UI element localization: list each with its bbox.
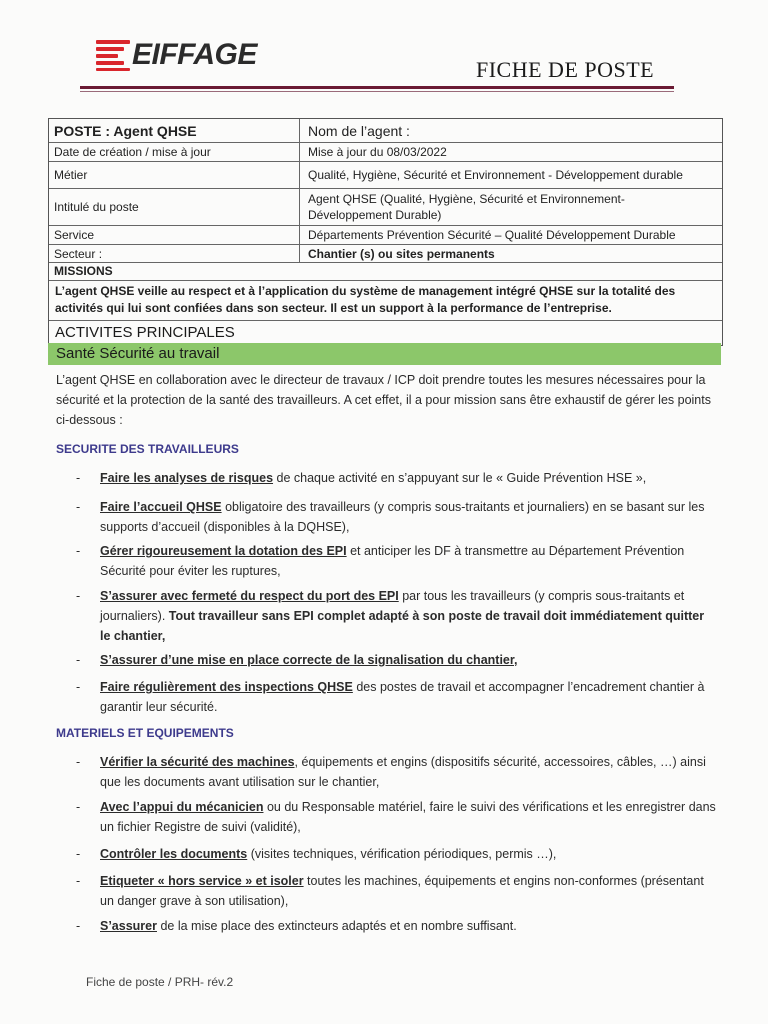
dash-bullet: -: [76, 653, 81, 667]
item-text: ou du Responsable matériel, faire le suivi des vérifications et les enregistrer dans un fichier Registre de suivi (validité),: [100, 800, 716, 834]
table-row: [49, 162, 722, 189]
row-label: Intitulé du poste: [49, 189, 300, 225]
dash-bullet: -: [76, 755, 81, 769]
poste-cell: POSTE : Agent QHSE: [49, 119, 300, 142]
table-row: [49, 119, 722, 143]
row-value: [300, 189, 722, 225]
item-key: S’assurer d’une mise en place correcte de la signalisation du chantier,: [100, 653, 518, 667]
row-value: Qualité, Hygiène, Sécurité et Environnement - Développement durable: [308, 168, 683, 182]
row-value-line: Développement Durable): [308, 208, 442, 222]
nom-agent-cell: Nom de l’agent :: [308, 122, 410, 139]
dash-bullet: -: [76, 471, 81, 485]
title-rule: [80, 86, 674, 89]
page-footer: Fiche de poste / PRH- rév.2: [86, 975, 234, 989]
section-band-title: Santé Sécurité au travail: [56, 345, 220, 362]
missions-label: MISSIONS: [49, 263, 722, 281]
dash-bullet: -: [76, 919, 81, 933]
item-text: obligatoire des travailleurs (y compris sous-traitants et journaliers) en se basant sur les supports d’accueil (disponibles à la DQHSE),: [100, 500, 705, 534]
missions-text: L’agent QHSE veille au respect et à l’application du système de management intégré QHSE sur la totalité des activités qui lui sont confiées dans son secteur. Il est un support à la performance de l’entreprise.: [49, 281, 722, 321]
table-row: [49, 226, 722, 245]
item-text: , équipements et engins (dispositifs sécurité, accessoires, câbles, …) ainsi que les documents avant utilisation sur le chantier,: [100, 755, 706, 789]
item-text: et anticiper les DF à transmettre au Département Prévention Sécurité pour éviter les ruptures,: [100, 544, 685, 578]
item-key: S’assurer: [100, 919, 157, 933]
item-key: Faire les analyses de risques: [100, 471, 274, 485]
intro-paragraph: L’agent QHSE en collaboration avec le directeur de travaux / ICP doit prendre toutes les mesures nécessaires pour la sécurité et la protection de la santé des travailleurs. A cet effet, il a pour mission sans être exhaustif de gérer les points ci-dessous :: [56, 373, 711, 427]
page-title: FICHE DE POSTE: [476, 57, 655, 82]
item-key: Gérer rigoureusement la dotation des EPI: [100, 544, 347, 558]
item-text: des postes de travail et accompagner l’encadrement chantier à garantir leur sécurité.: [100, 680, 705, 714]
title-rule-thin: [80, 91, 674, 92]
dash-bullet: -: [76, 847, 81, 861]
dash-bullet: -: [76, 874, 81, 888]
item-text: de chaque activité en s’appuyant sur le « Guide Prévention HSE »,: [273, 471, 647, 485]
row-value: Mise à jour du 08/03/2022: [308, 145, 447, 159]
info-table: [48, 118, 723, 346]
eiffage-logo-mark-icon: [96, 40, 130, 70]
item-text: par tous les travailleurs (y compris sous-traitants et journaliers).: [100, 589, 685, 623]
dash-bullet: -: [76, 589, 81, 603]
dash-bullet: -: [76, 500, 81, 514]
row-value-line: Agent QHSE (Qualité, Hygiène, Sécurité et Environnement-: [308, 192, 625, 206]
table-row: [49, 245, 722, 263]
table-row: [49, 143, 722, 162]
dash-bullet: -: [76, 800, 81, 814]
item-bold-text: Tout travailleur sans EPI complet adapté à son poste de travail doit immédiatement quitter le chantier,: [100, 609, 705, 643]
table-row: [49, 189, 722, 226]
item-key: Etiqueter « hors service » et isoler: [100, 874, 304, 888]
item-text: (visites techniques, vérification périodiques, permis …),: [247, 847, 557, 861]
dash-bullet: -: [76, 680, 81, 694]
item-key: Contrôler les documents: [100, 847, 248, 861]
item-text: de la mise place des extincteurs adaptés et en nombre suffisant.: [156, 919, 517, 933]
item-text: toutes les machines, équipements et engins non-conformes (présentant un danger grave à son utilisation),: [100, 874, 704, 908]
eiffage-logo: [96, 38, 276, 74]
row-value: Départements Prévention Sécurité – Qualité Développement Durable: [308, 228, 676, 242]
item-key: Vérifier la sécurité des machines: [100, 755, 295, 769]
row-label: Secteur :: [49, 245, 300, 262]
section-heading: MATERIELS ET EQUIPEMENTS: [56, 726, 234, 740]
row-label: Service: [49, 226, 300, 244]
dash-bullet: -: [76, 544, 81, 558]
item-key: Avec l’appui du mécanicien: [100, 800, 264, 814]
item-key: Faire l’accueil QHSE: [100, 500, 222, 514]
row-label: Date de création / mise à jour: [49, 143, 300, 161]
row-value: Chantier (s) ou sites permanents: [308, 246, 495, 261]
item-key: Faire régulièrement des inspections QHSE: [100, 680, 353, 694]
activites-label: ACTIVITES PRINCIPALES: [55, 324, 235, 341]
item-key: S’assurer avec fermeté du respect du port des EPI: [100, 589, 399, 603]
row-label: Métier: [49, 162, 300, 188]
logo-text: EIFFAGE: [132, 38, 257, 71]
section-heading: SECURITE DES TRAVAILLEURS: [56, 442, 239, 456]
